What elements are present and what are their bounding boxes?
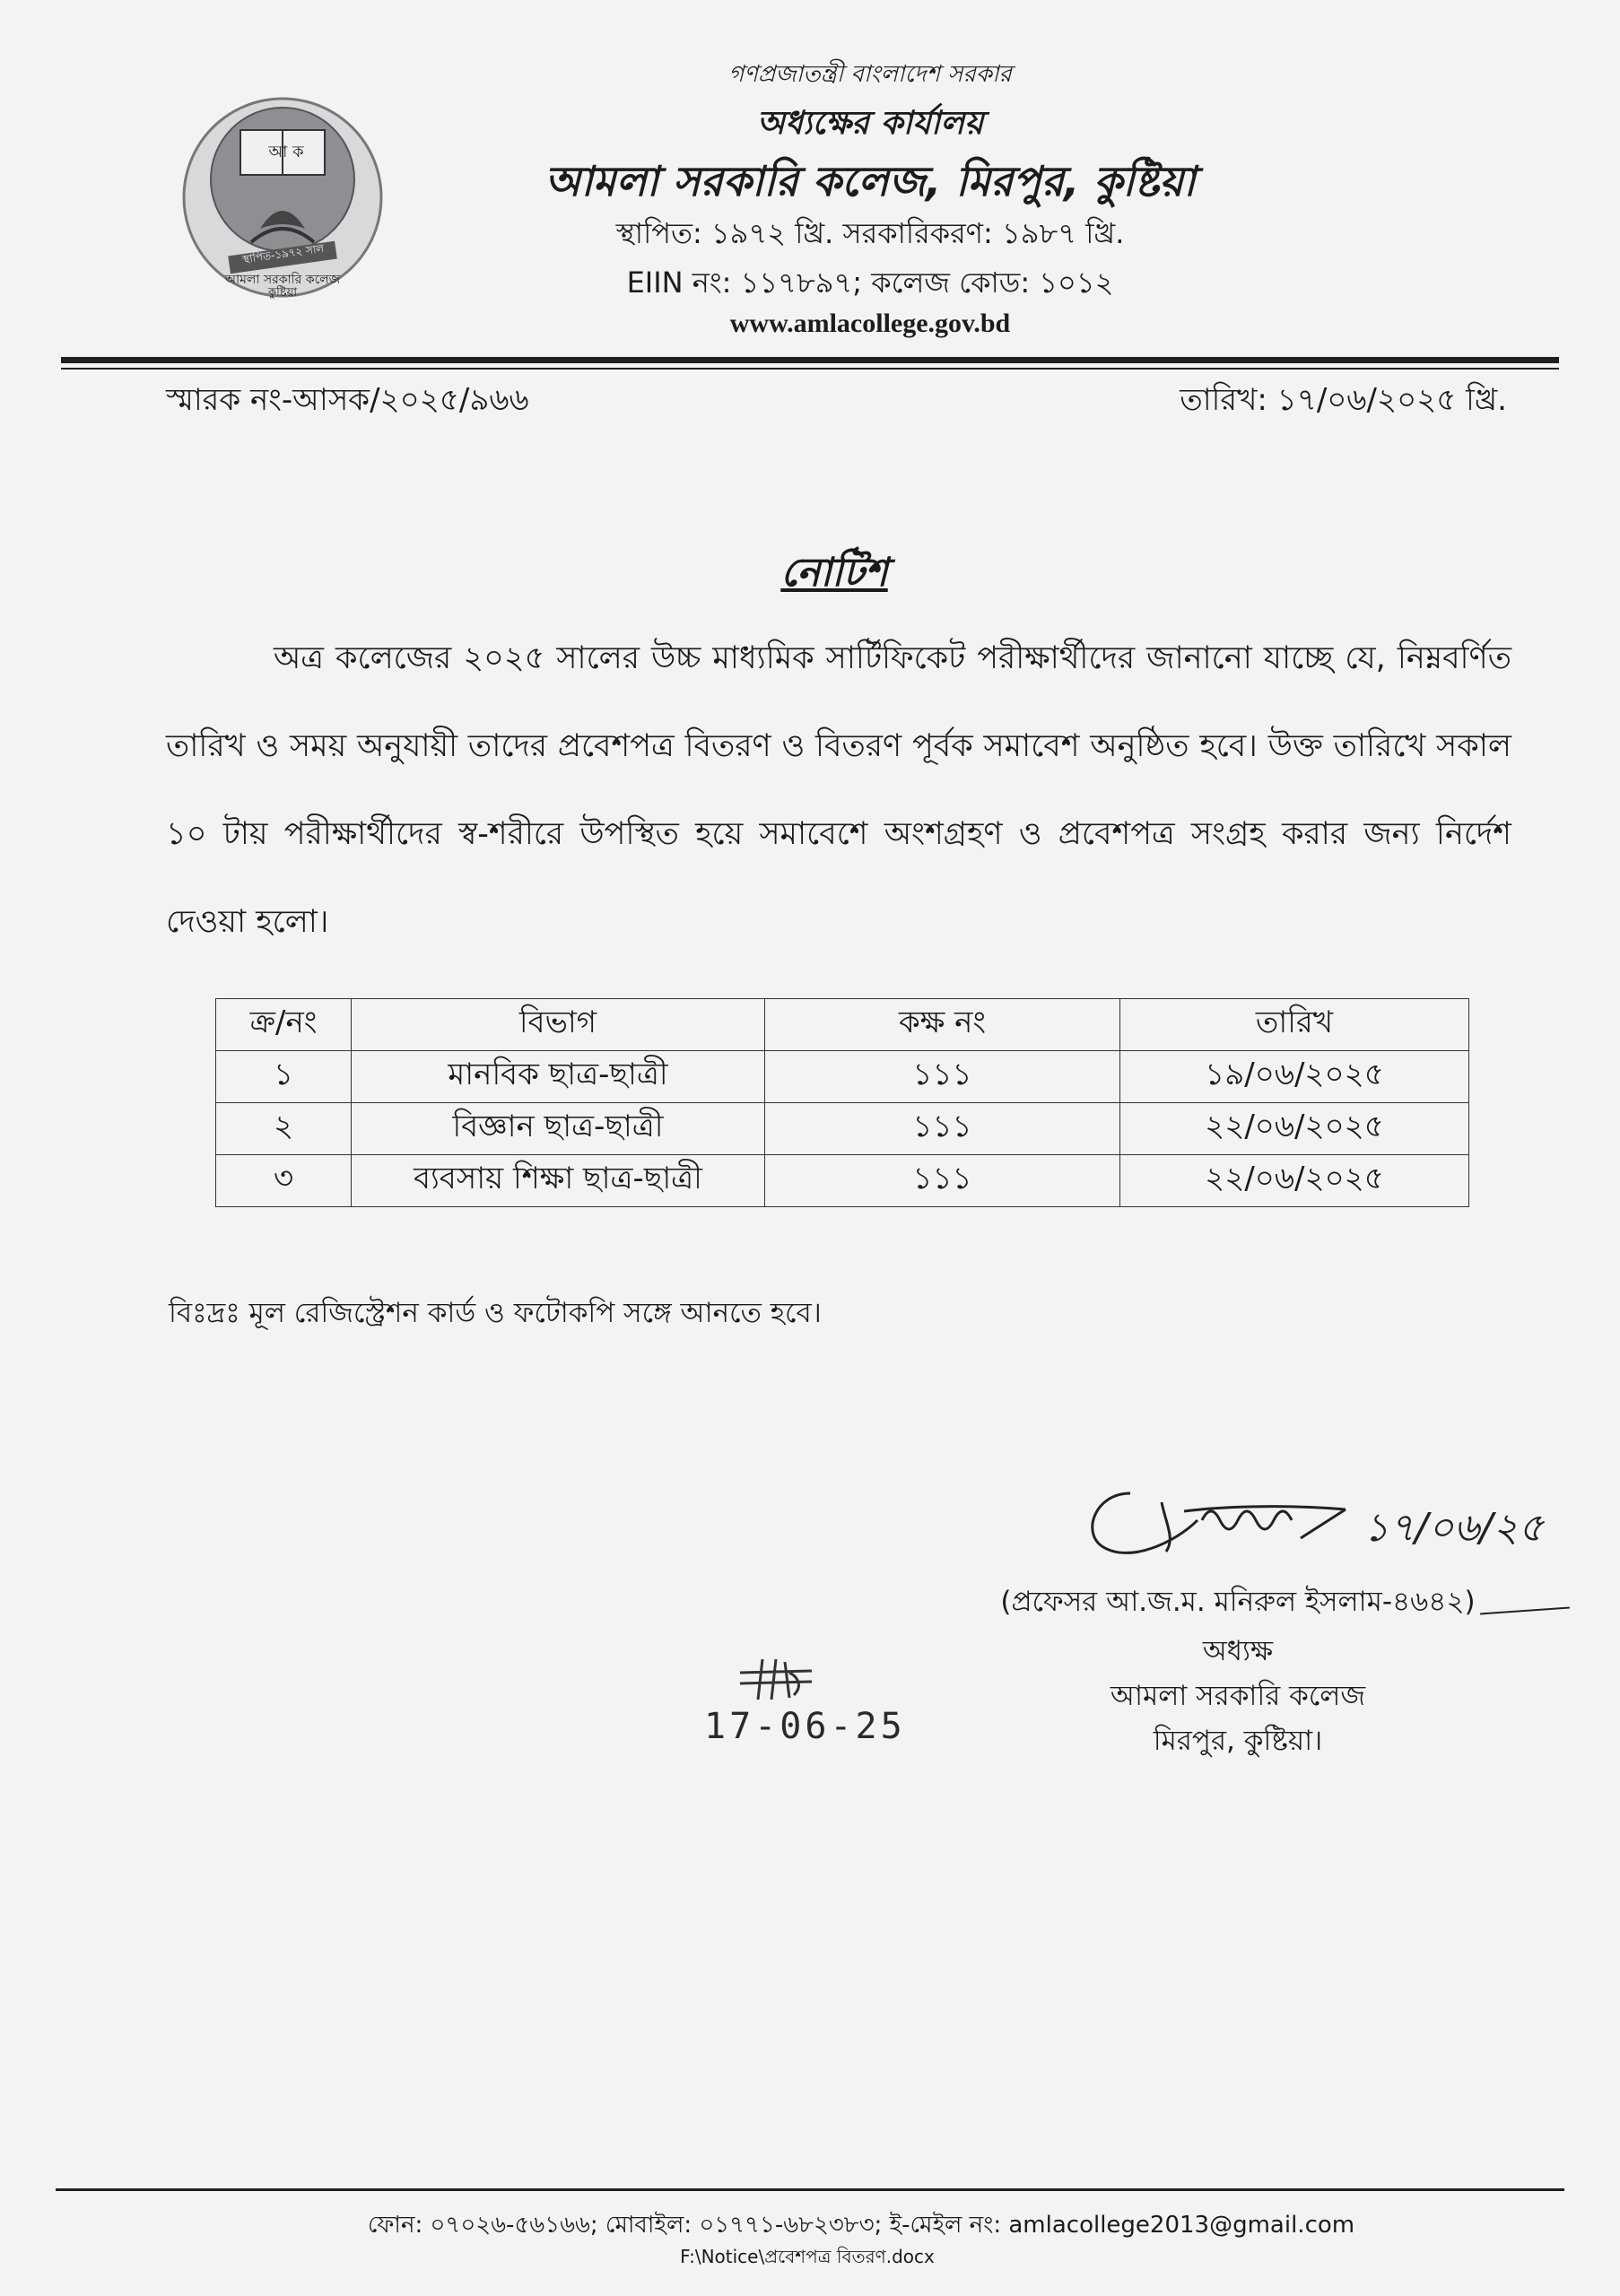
signature-handwritten-date: ১৭/০৬/২৫ <box>1363 1505 1545 1551</box>
row-date: ২২/০৬/২০২৫ <box>1120 1155 1469 1207</box>
row-date: ১৯/০৬/২০২৫ <box>1120 1051 1469 1103</box>
header-date: তারিখ <box>1120 999 1469 1051</box>
government-line: গণপ্রজাতন্ত্রী বাংলাদেশ সরকার <box>728 61 1012 88</box>
memo-date: তারিখ: ১৭/০৬/২০২৫ খ্রি. <box>1180 382 1507 418</box>
logo-text-top: আ ক <box>268 143 304 161</box>
header-rule-thick <box>61 357 1559 363</box>
row-room: ১১১ <box>765 1051 1120 1103</box>
row-department: বিজ্ঞান ছাত্র-ছাত্রী <box>352 1103 765 1155</box>
table-row <box>216 1155 1469 1207</box>
established-line: স্থাপিত: ১৯৭২ খ্রি. সরকারিকরণ: ১৯৮৭ খ্রি. <box>615 216 1125 250</box>
table-row <box>216 1103 1469 1155</box>
initials-date: 17-06-25 <box>704 1706 906 1747</box>
header-rule-thin <box>61 368 1559 370</box>
logo-text-bottom: আমলা সরকারি কলেজ <box>224 273 341 287</box>
signature <box>1076 1457 1579 1574</box>
notice-body: অত্র কলেজের ২০২৫ সালের উচ্চ মাধ্যমিক সার্টিফিকেট পরীক্ষার্থীদের জানানো যাচ্ছে যে, নিম্নবর্ণিত তারিখ ও সময় অনুযায়ী তাদের প্রবেশপত্র বিতরণ ও বিতরণ পূর্বক সমাবেশ অনুষ্ঠিত হবে। উক্ত তারিখে সকাল ১০ টায় পরীক্ষার্থীদের স্ব-শরীরে উপস্থিত হয়ে সমাবেশে অংশগ্রহণ ও প্রবেশপত্র সংগ্রহ করার জন্য নির্দেশ দেওয়া হলো। <box>166 640 1511 940</box>
signatory-name: (প্রফেসর আ.জ.ম. মনিরুল ইসলাম-৪৬৪২) <box>1000 1586 1476 1618</box>
header-department: বিভাগ <box>352 999 765 1051</box>
office-line: অধ্যক্ষের কার্যালয় <box>756 105 984 142</box>
row-department: মানবিক ছাত্র-ছাত্রী <box>352 1051 765 1103</box>
website-line: www.amlacollege.gov.bd <box>729 309 1011 338</box>
signatory-title: অধ্যক্ষ <box>1202 1635 1274 1667</box>
row-serial: ৩ <box>216 1155 352 1207</box>
row-date: ২২/০৬/২০২৫ <box>1120 1103 1469 1155</box>
footer-filepath: F:\Notice\প্রবেশপত্র বিতরণ.docx <box>680 2246 935 2267</box>
initials-mark <box>736 1655 816 1704</box>
signatory-place: মিরপুর, কুষ্টিয়া। <box>1153 1725 1323 1757</box>
logo-text-place: কুষ্টিয়া <box>267 286 298 300</box>
row-serial: ১ <box>216 1051 352 1103</box>
footer-contact: ফোন: ০৭০২৬-৫৬১৬৬; মোবাইল: ০১৭৭১-৬৮২৩৮৩; ই-মেইল নং: amlacollege2013@gmail.com <box>367 2212 1355 2239</box>
row-department: ব্যবসায় শিক্ষা ছাত্র-ছাত্রী <box>352 1155 765 1207</box>
footer-rule <box>56 2188 1564 2191</box>
table-row <box>216 1051 1469 1103</box>
signatory-college: আমলা সরকারি কলেজ <box>1110 1680 1366 1712</box>
notice-title: নোটিশ <box>780 550 888 596</box>
header-room: কক্ষ নং <box>765 999 1120 1051</box>
memo-number: স্মারক নং-আসক/২০২৫/৯৬৬ <box>166 382 529 418</box>
note-line: বিঃদ্রঃ মূল রেজিস্ট্রেশন কার্ড ও ফটোকপি সঙ্গে আনতে হবে। <box>169 1297 822 1329</box>
college-name: আমলা সরকারি কলেজ, মিরপুর, কুষ্টিয়া <box>544 157 1196 205</box>
distribution-table <box>215 998 1469 1207</box>
table-header-row <box>216 999 1469 1051</box>
initials-scribble-icon <box>736 1655 816 1704</box>
header-serial: ক্র/নং <box>216 999 352 1051</box>
logo-text-band: স্থাপিত-১৯৭২ সাল <box>241 241 326 266</box>
college-logo <box>179 94 386 300</box>
row-room: ১১১ <box>765 1155 1120 1207</box>
row-serial: ২ <box>216 1103 352 1155</box>
eiin-line: EIIN নং: ১১৭৮৯৭; কলেজ কোড: ১০১২ <box>626 265 1114 300</box>
row-room: ১১১ <box>765 1103 1120 1155</box>
